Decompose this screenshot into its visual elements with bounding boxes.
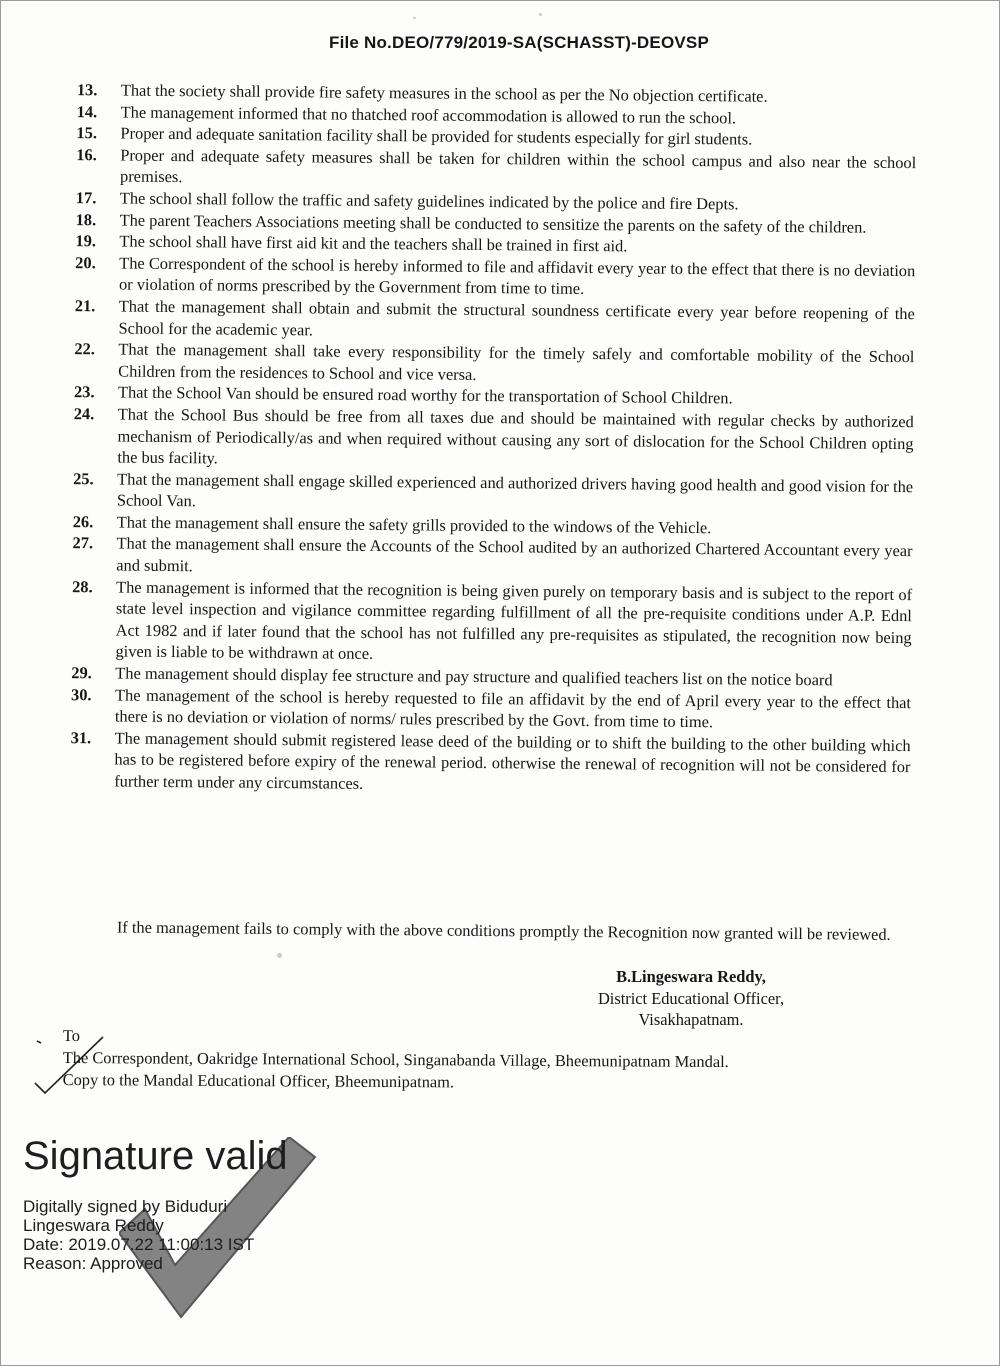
signature-signer-name: Lingeswara Reddy bbox=[23, 1216, 164, 1235]
condition-text: The management should submit registered lease deed of the building or to shift the building to the other building which has to be registered before expiry of the renewal period. otherwise the renewal of recognition will not be considered for further term under any circumstances. bbox=[114, 728, 911, 793]
condition-number: 23. bbox=[73, 382, 95, 402]
condition-item bbox=[61, 576, 912, 671]
condition-number: 28. bbox=[72, 576, 93, 596]
condition-text: That the management shall obtain and submit the structural soundness certificate every year before reopening of the School for the academic year. bbox=[118, 296, 915, 339]
signature-date: Date: 2019.07.22 11:00:13 IST bbox=[23, 1235, 255, 1254]
condition-number: 25. bbox=[73, 468, 94, 488]
conditions-list bbox=[60, 79, 917, 800]
condition-text: Proper and adequate safety measures shall be taken for children within the school campus and also near the school premises. bbox=[119, 145, 917, 187]
condition-number: 22. bbox=[74, 339, 96, 359]
copy-recipient: Copy to the Mandal Educational Officer, Bheemunipatnam. bbox=[62, 1069, 455, 1092]
closing-paragraph: If the management fails to comply with the above conditions promptly the Recognition now granted will be reviewed. bbox=[116, 917, 891, 944]
scan-speck bbox=[277, 953, 282, 958]
signatory-name: B.Lingeswara Reddy, bbox=[616, 967, 766, 986]
condition-number: 29. bbox=[71, 663, 92, 683]
condition-text: The management should display fee structure and pay structure and qualified teachers list on the notice board bbox=[115, 663, 833, 690]
condition-text: The management informed that no thatched roof accommodation is allowed to run the school. bbox=[120, 102, 737, 128]
condition-item bbox=[63, 403, 914, 476]
condition-number: 17. bbox=[75, 188, 97, 208]
to-recipient: The Correspondent, Oakridge International School, Singanabanda Village, Bheemunipatnam Mandal. bbox=[62, 1047, 729, 1072]
condition-item bbox=[60, 727, 911, 800]
condition-text: That the School Van should be ensured road worthy for the transportation of School Children. bbox=[117, 382, 733, 408]
condition-text: The Correspondent of the school is hereby informed to file and affidavit every year to the effect that there is no deviation or violation of norms prescribed by the Government from time to time. bbox=[118, 253, 916, 299]
signature-valid-title: Signature valid bbox=[23, 1134, 288, 1178]
condition-number: 20. bbox=[75, 252, 96, 273]
condition-text: That the society shall provide fire safety measures in the school as per the No objection certificate. bbox=[120, 80, 768, 106]
digital-signature-block bbox=[23, 1133, 343, 1333]
scan-speck bbox=[413, 17, 416, 19]
condition-number: 30. bbox=[71, 684, 92, 704]
file-number-header: File No.DEO/779/2019-SA(SCHASST)-DEOVSP bbox=[328, 33, 709, 52]
signatory-place: Visakhapatnam. bbox=[638, 1010, 744, 1030]
condition-text: Proper and adequate sanitation facility shall be provided for students especially for girl students. bbox=[120, 123, 753, 149]
signature-details bbox=[23, 1197, 254, 1273]
condition-text: The school shall have first aid kit and the teachers shall be trained in first aid. bbox=[119, 231, 628, 256]
condition-number: 31. bbox=[70, 727, 92, 748]
condition-number: 18. bbox=[75, 209, 97, 229]
condition-text: That the management shall ensure the Accounts of the School audited by an authorized Chartered Accountant every year and submit. bbox=[116, 533, 913, 576]
recipients-block bbox=[63, 1025, 923, 1096]
condition-number: 15. bbox=[76, 123, 98, 143]
condition-number: 21. bbox=[74, 296, 96, 316]
condition-text: The parent Teachers Associations meeting shall be conducted to sensitize the parents on the safety of the children. bbox=[119, 210, 867, 237]
condition-number: 27. bbox=[72, 533, 94, 553]
condition-text: The management of the school is hereby requested to file an affidavit by the end of April every year to the effect that there is no deviation or violation of norms/ rules prescribed by the Govt. from time to time. bbox=[114, 685, 912, 732]
condition-number: 26. bbox=[72, 511, 94, 532]
condition-number: 24. bbox=[73, 403, 95, 424]
signatory-title: District Educational Officer, bbox=[597, 988, 785, 1008]
condition-number: 14. bbox=[76, 101, 98, 121]
signature-reason: Reason: Approved bbox=[23, 1254, 163, 1273]
condition-text: The management is informed that the recognition is being given purely on temporary basis and is subject to the report of state level inspection and vigilance committee regarding fulfillment of all the pre-requisite conditions under A.P. Ednl Act 1982 and if later found that the school has not fulfilled any pre-requisites as stipulated, the recognition now being given is liable to be withdrawn at once. bbox=[115, 577, 913, 664]
scan-speck bbox=[539, 13, 542, 16]
condition-text: That the management shall engage skilled experienced and authorized drivers having good health and good vision for the School Van. bbox=[116, 469, 914, 511]
condition-text: The school shall follow the traffic and safety guidelines indicated by the police and fire Depts. bbox=[119, 188, 739, 214]
condition-text: That the management shall ensure the safety grills provided to the windows of the Vehicle. bbox=[116, 512, 712, 538]
signatory-block bbox=[561, 966, 821, 1031]
signature-signed-by: Digitally signed by Biduduri bbox=[23, 1197, 228, 1216]
to-label: To bbox=[62, 1026, 81, 1046]
condition-text: That the management shall take every responsibility for the timely safely and comfortable mobility of the School Children from the residences to School and vice versa. bbox=[118, 339, 915, 384]
condition-number: 19. bbox=[75, 231, 97, 251]
condition-number: 13. bbox=[76, 80, 98, 100]
condition-text: That the School Bus should be free from all taxes due and should be maintained with regular checks by authorized mechanism of Periodically/as and when required without causing any sort of dislocation for the School Children opting the bus facility. bbox=[117, 404, 914, 468]
condition-number: 16. bbox=[76, 144, 97, 165]
